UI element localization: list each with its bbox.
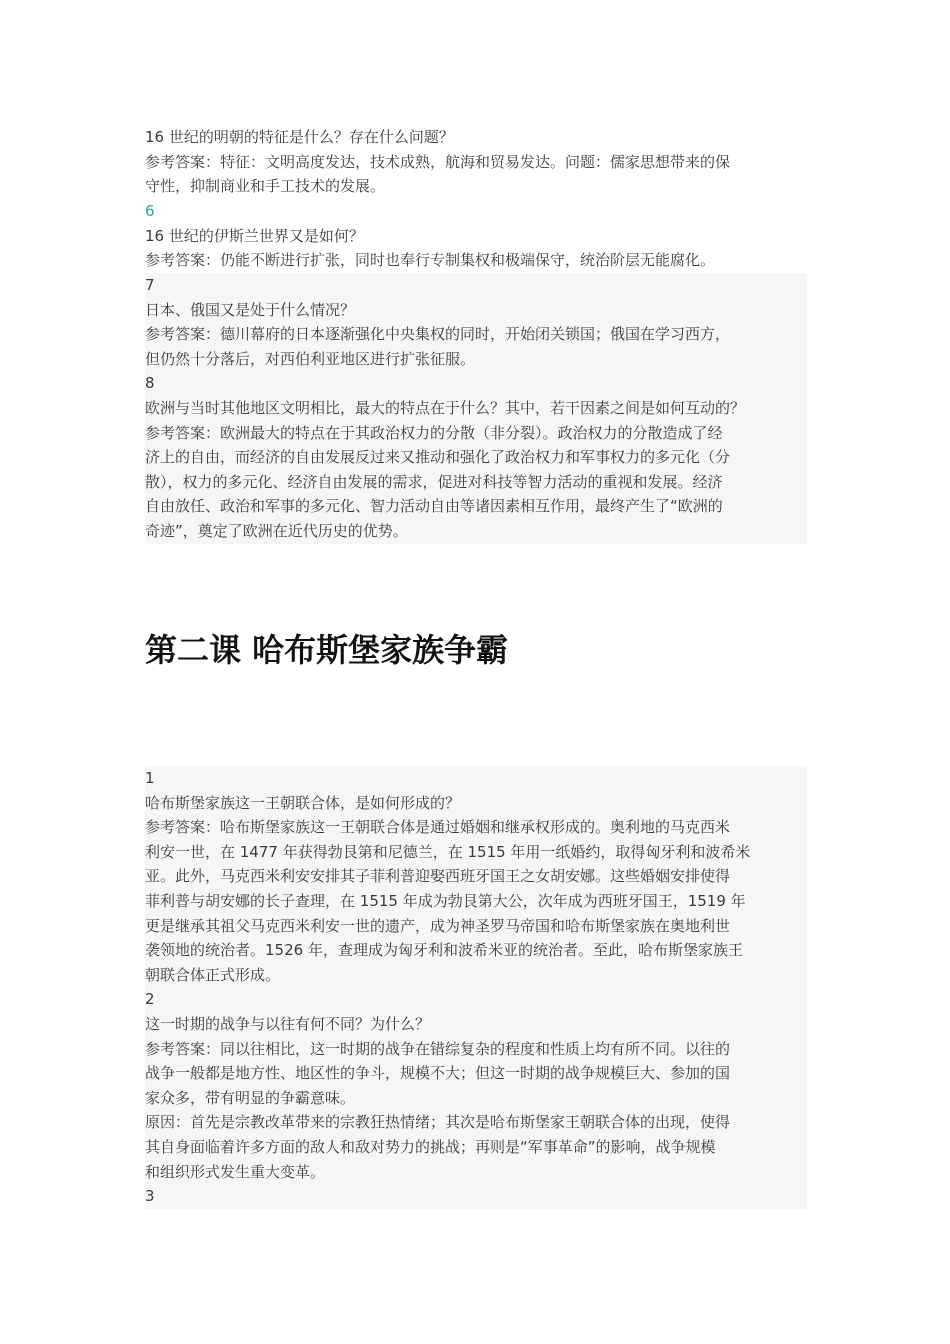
answer-5-line-2: 守性，抑制商业和手工技术的发展。 bbox=[145, 177, 386, 196]
lesson2-answer-1-line-7: 朝联合体正式形成。 bbox=[145, 965, 281, 984]
lesson2-answer-1-line-2: 利安一世，在 1477 年获得勃艮第和尼德兰，在 1515 年用一纸婚约，取得匈牙利和波希米 bbox=[145, 842, 751, 861]
question-5-block bbox=[145, 125, 807, 199]
answer-8-line-5: 奇迹”，奠定了欧洲在近代历史的优势。 bbox=[145, 521, 408, 540]
lesson-2-questions-panel bbox=[145, 766, 807, 1209]
lesson2-answer-2-line-3: 家众多，带有明显的争霸意味。 bbox=[145, 1088, 356, 1107]
lesson2-answer-2-line-2: 战争一般都是地方性、地区性的争斗，规模不大；但这一时期的战争规模巨大、参加的国 bbox=[145, 1064, 731, 1083]
lesson2-question-1: 哈布斯堡家族这一王朝联合体，是如何形成的？ bbox=[145, 793, 461, 812]
lesson2-answer-1-line-3: 亚。此外，马克西米利安安排其子菲利普迎娶西班牙国王之女胡安娜。这些婚姻安排使得 bbox=[145, 867, 731, 886]
lesson2-question-1-number: 1 bbox=[145, 769, 155, 787]
question-8-number: 8 bbox=[145, 374, 155, 393]
lesson2-answer-1-line-6: 袭领地的统治者。1526 年，查理成为匈牙利和波希米亚的统治者。至此，哈布斯堡家族王 bbox=[145, 941, 743, 960]
question-6-block bbox=[145, 199, 807, 273]
question-8: 欧洲与当时其他地区文明相比，最大的特点在于什么？其中，若干因素之间是如何互动的？ bbox=[145, 398, 746, 417]
answer-5-line-1: 参考答案：特征：文明高度发达，技术成熟，航海和贸易发达。问题：儒家思想带来的保 bbox=[145, 152, 731, 171]
lesson2-answer-2-line-1: 参考答案：同以往相比，这一时期的战争在错综复杂的程度和性质上均有所不同。以往的 bbox=[145, 1039, 731, 1058]
question-7-number: 7 bbox=[145, 276, 155, 294]
lesson2-reason-2-line-3: 和组织形式发生重大变革。 bbox=[145, 1162, 326, 1181]
answer-8-line-1: 参考答案：欧洲最大的特点在于其政治权力的分散（非分裂）。政治权力的分散造成了经 bbox=[145, 423, 723, 442]
lesson-heading: 第二课 哈布斯堡家族争霸 bbox=[145, 631, 509, 669]
answer-7-line-1: 参考答案：德川幕府的日本逐渐强化中央集权的同时，开始闭关锁国；俄国在学习西方， bbox=[145, 325, 731, 344]
lesson2-question-2: 这一时期的战争与以往有何不同？为什么？ bbox=[145, 1014, 431, 1033]
question-5: 16 世纪的明朝的特征是什么？存在什么问题？ bbox=[145, 128, 454, 146]
lesson2-reason-2-line-1: 原因：首先是宗教改革带来的宗教狂热情绪；其次是哈布斯堡家王朝联合体的出现，使得 bbox=[145, 1113, 731, 1132]
lesson2-question-2-number: 2 bbox=[145, 990, 155, 1009]
lesson2-reason-2-line-2: 其自身面临着许多方面的敌人和敌对势力的挑战；再则是“军事革命”的影响，战争规模 bbox=[145, 1137, 716, 1156]
question-6-number: 6 bbox=[145, 202, 155, 220]
question-7: 日本、俄国又是处于什么情况？ bbox=[145, 300, 356, 319]
lesson2-answer-1-line-4: 菲利普与胡安娜的长子查理，在 1515 年成为勃艮第大公，次年成为西班牙国王，1519 年 bbox=[145, 891, 746, 910]
questions-7-8-panel bbox=[145, 273, 807, 544]
lesson2-question-3-number: 3 bbox=[145, 1187, 155, 1206]
lesson2-answer-1-line-5: 更是继承其祖父马克西米利安一世的遗产，成为神圣罗马帝国和哈布斯堡家族在奥地利世 bbox=[145, 916, 731, 935]
answer-7-line-2: 但仍然十分落后，对西伯利亚地区进行扩张征服。 bbox=[145, 349, 476, 368]
answer-6-line-1: 参考答案：仍能不断进行扩张，同时也奉行专制集权和极端保守，统治阶层无能腐化。 bbox=[145, 251, 716, 270]
answer-8-line-4: 自由放任、政治和军事的多元化、智力活动自由等诸因素相互作用，最终产生了“欧洲的 bbox=[145, 497, 723, 516]
question-6: 16 世纪的伊斯兰世界又是如何？ bbox=[145, 226, 364, 245]
lesson2-answer-1-line-1: 参考答案：哈布斯堡家族这一王朝联合体是通过婚姻和继承权形成的。奥利地的马克西米 bbox=[145, 818, 731, 837]
answer-8-line-3: 散），权力的多元化、经济自由发展的需求，促进对科技等智力活动的重视和发展。经济 bbox=[145, 472, 723, 491]
answer-8-line-2: 济上的自由，而经济的自由发展反过来又推动和强化了政治权力和军事权力的多元化（分 bbox=[145, 448, 731, 467]
